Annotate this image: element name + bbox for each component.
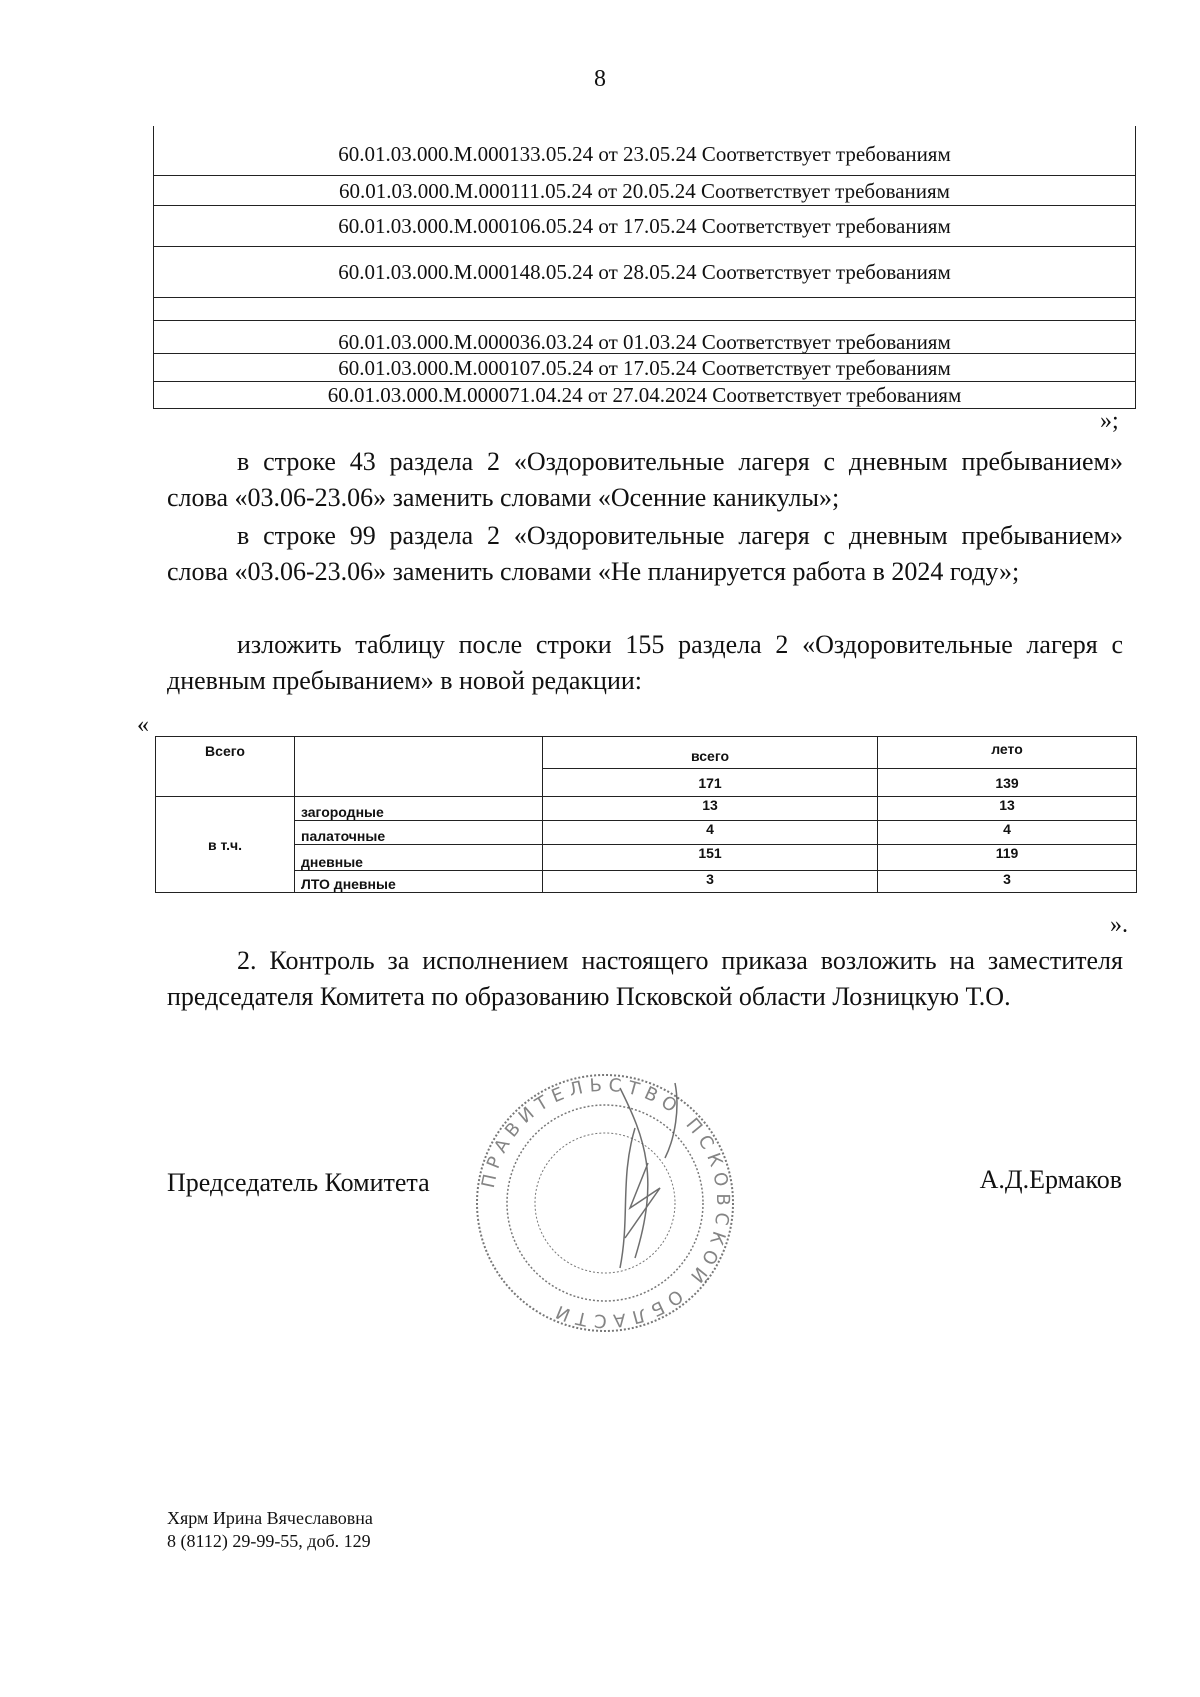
svg-text:ПРАВИТЕЛЬСТВО ПСКОВСКОЙ ОБЛАСТ (478, 1075, 733, 1332)
table-row (154, 206, 1136, 247)
registry-cell: 60.01.03.000.М.000071.04.24 от 27.04.2024 Соответствует требованиям (154, 382, 1136, 409)
table-row (156, 871, 1137, 893)
signatory-name: А.Д.Ермаков (979, 1165, 1122, 1194)
row-all-value: 151 (543, 845, 878, 871)
paragraph-row-99 (167, 518, 1123, 590)
table-row (154, 382, 1136, 409)
registry-cell: 60.01.03.000.М.000148.05.24 от 28.05.24 Соответствует требованиям (154, 247, 1136, 298)
row-label: ЛТО дневные (295, 871, 543, 893)
paragraph-table-155 (167, 627, 1123, 699)
table-row (156, 845, 1137, 871)
summary-table (155, 736, 1137, 893)
summary-open-quote: « (137, 712, 149, 738)
table-row (156, 797, 1137, 821)
executor-name: Хярм Ирина Вячеславовна (167, 1508, 373, 1528)
page-number: 8 (594, 66, 606, 92)
row-label: загородные (295, 797, 543, 821)
paragraph-text: изложить таблицу после строки 155 раздела 2 «Оздоровительные лагеря с дневным пребыванием» в новой редакции: (167, 630, 1123, 695)
col-summer-header: лето (878, 737, 1137, 769)
table-row (154, 354, 1136, 382)
registry-cell: 60.01.03.000.М.000133.05.24 от 23.05.24 Соответствует требованиям (154, 126, 1136, 176)
registry-cell: 60.01.03.000.М.000111.05.24 от 20.05.24 Соответствует требованиям (154, 176, 1136, 206)
empty-cell (295, 737, 543, 797)
table-row (156, 821, 1137, 845)
registry-cell: 60.01.03.000.М.000107.05.24 от 17.05.24 Соответствует требованиям (154, 354, 1136, 382)
stamp-lettering: ПРАВИТЕЛЬСТВО ПСКОВСКОЙ ОБЛАСТИ (477, 1074, 734, 1332)
executor-phone: 8 (8112) 29-99-55, доб. 129 (167, 1531, 371, 1551)
table-row (156, 737, 1137, 769)
paragraph-control (167, 943, 1123, 1015)
table-row (154, 126, 1136, 176)
table-row (154, 298, 1136, 321)
paragraph-text: 2. Контроль за исполнением настоящего приказа возложить на заместителя председателя Комитета по образованию Псковской области Лозницкую Т.О. (167, 946, 1123, 1011)
col-all-header: всего (543, 737, 878, 769)
registry-cell: 60.01.03.000.М.000106.05.24 от 17.05.24 Соответствует требованиям (154, 206, 1136, 247)
row-label: палаточные (295, 821, 543, 845)
official-stamp-icon (470, 1068, 740, 1333)
total-label: Всего (156, 737, 295, 797)
total-summer-value: 139 (878, 769, 1137, 797)
total-all-value: 171 (543, 769, 878, 797)
paragraph-text: в строке 43 раздела 2 «Оздоровительные лагеря с дневным пребыванием» слова «03.06-23.06» заменить словами «Осенние каникулы»; (167, 447, 1123, 512)
paragraph-row-43 (167, 444, 1123, 516)
row-summer-value: 4 (878, 821, 1137, 845)
table-row (154, 176, 1136, 206)
row-all-value: 3 (543, 871, 878, 893)
table-row (154, 247, 1136, 298)
registry-cell (154, 298, 1136, 321)
row-summer-value: 3 (878, 871, 1137, 893)
registry-close-quote: »; (1100, 408, 1119, 434)
table-row (154, 321, 1136, 354)
row-label: дневные (295, 845, 543, 871)
row-summer-value: 119 (878, 845, 1137, 871)
registry-cell: 60.01.03.000.М.000036.03.24 от 01.03.24 Соответствует требованиям (154, 321, 1136, 354)
row-all-value: 13 (543, 797, 878, 821)
row-summer-value: 13 (878, 797, 1137, 821)
summary-close-quote: ». (1110, 912, 1128, 938)
paragraph-text: в строке 99 раздела 2 «Оздоровительные лагеря с дневным пребыванием» слова «03.06-23.06» заменить словами «Не планируется работа в 2024 году»; (167, 521, 1123, 586)
registry-table (153, 126, 1136, 409)
incl-label: в т.ч. (156, 797, 295, 893)
signatory-title: Председатель Комитета (167, 1168, 430, 1197)
row-all-value: 4 (543, 821, 878, 845)
